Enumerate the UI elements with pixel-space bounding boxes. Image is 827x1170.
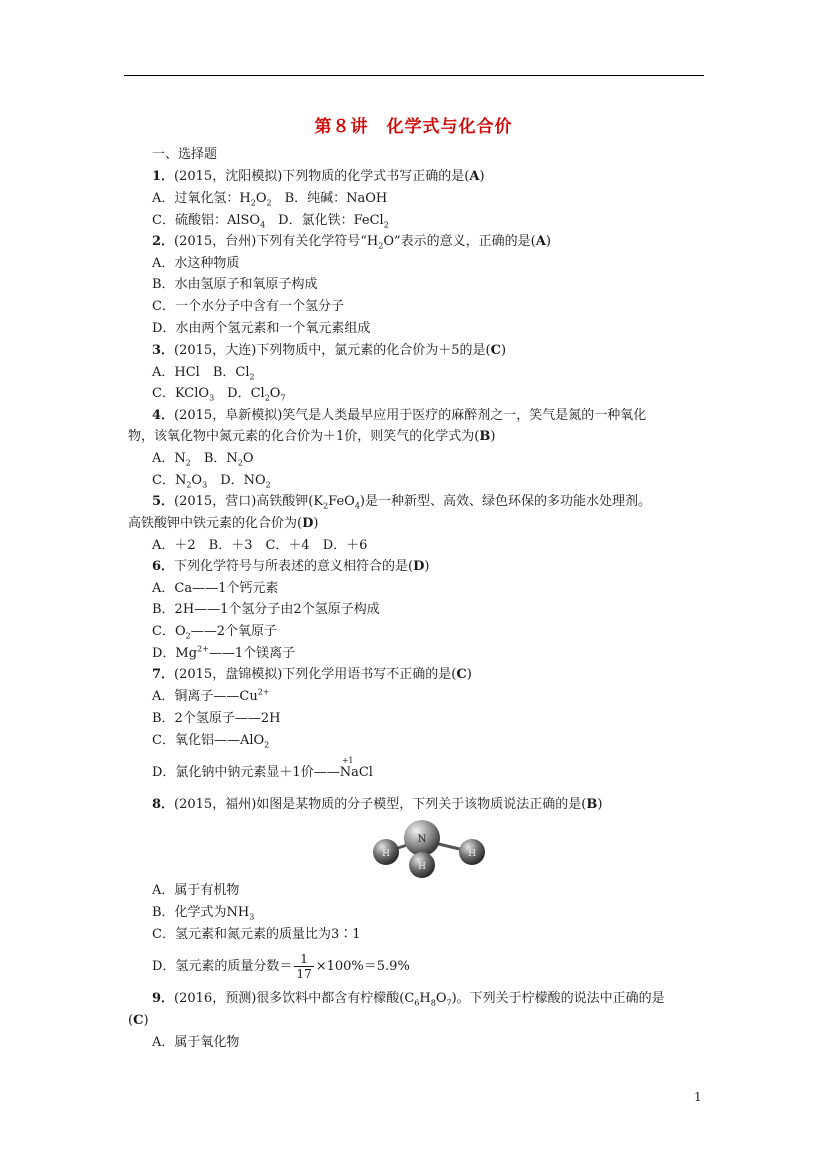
molecule-model-image: [368, 818, 492, 882]
option-b: B．水由氢原子和氧原子构成: [152, 277, 318, 292]
option-a: A．属于有机物: [152, 883, 240, 898]
option-c: C．$O_2——2$个氧原子: [152, 624, 277, 641]
option-cd: C．$N_2O_3$ D．$NO_2$: [152, 473, 271, 490]
option-d: D．水由两个氢元素和一个氧元素组成: [152, 321, 371, 336]
option-d: D．氯化钠中钠元素显＋1价—— +1 NaCl: [152, 756, 373, 780]
question-text: (2015，沈阳模拟)下列物质的化学式书写正确的是(: [174, 169, 470, 184]
option-c: C．一个水分子中含有一个氢分子: [152, 299, 344, 314]
option-ab: A．HCl B．$Cl_2$: [152, 365, 255, 382]
fraction: $\frac{1}{17}$: [296, 952, 312, 981]
option-a: A．铜离子$——Cu^{2+}$: [152, 687, 270, 704]
answer: A: [535, 234, 546, 249]
question-7: 7．(2015，盘锦模拟)下列化学用语书写不正确的是(C): [152, 667, 472, 682]
option-a: A．水这种物质: [152, 256, 240, 271]
answer: B: [479, 429, 491, 444]
question-8: 8．(2015，福州)如图是某物质的分子模型，下列关于该物质说法正确的是(B): [152, 797, 603, 812]
option-cd: C．硫酸铝：AlSO$_4$ D．氯化铁：FeCl$_2$: [152, 213, 389, 230]
question-9-line2: (C): [128, 1013, 149, 1028]
option-a: A．Ca——1个钙元素: [152, 581, 279, 596]
page-title: 第８讲 化学式与化合价: [314, 117, 513, 137]
question-4: 4．(2015，阜新模拟)笑气是人类最早应用于医疗的麻醉剂之一，笑气是氮的一种氧化: [152, 408, 647, 423]
option-ab: A．$N_2$ B．$N_2O$: [152, 451, 254, 468]
question-6: 6．下列化学符号与所表述的意义相符合的是(D): [152, 559, 430, 574]
question-9: 9．(2016，预测)很多饮料中都含有柠檬酸$(C_6H_8O_7)$。下列关于柠檬酸的说法中正确的是: [152, 991, 665, 1008]
question-1: 1．(2015，沈阳模拟)下列物质的化学式书写正确的是(A): [152, 169, 485, 184]
option-a: A．属于氧化物: [152, 1035, 240, 1050]
svg-text:N: N: [417, 834, 427, 845]
option-c: C．氧化铝——AlO$_2$: [152, 733, 270, 750]
option-d: D．$Mg^{2+}——1$个镁离子: [152, 644, 296, 661]
answer: D: [413, 559, 425, 574]
option-b: B．2个氢原子——2H: [152, 711, 281, 726]
valence-formula: +1 NaCl: [339, 756, 373, 780]
question-3: 3．(2015，大连)下列物质中，氯元素的化合价为＋5的是(C): [152, 343, 507, 358]
option-b: B．2H——1个氢分子由2个氢原子构成: [152, 602, 380, 617]
answer: C: [133, 1013, 144, 1028]
question-5: 5．(2015，营口)高铁酸钾$(K_2FeO_4)$是一种新型、高效、绿色环保的多功能水处理剂。: [152, 494, 651, 511]
question-number: 1．: [152, 169, 175, 184]
option-cd: C．KClO$_3$ D．$Cl_2O_7$: [152, 386, 286, 403]
svg-text:H: H: [382, 849, 390, 859]
top-rule: [124, 75, 704, 76]
svg-text:H: H: [418, 862, 426, 872]
answer: C: [456, 667, 467, 682]
option-c: C．氢元素和氮元素的质量比为3∶1: [152, 927, 361, 942]
answer: D: [302, 516, 314, 531]
page-number: 1: [694, 1090, 702, 1104]
option-b: B．化学式为$NH_3$: [152, 905, 255, 922]
question-2: 2．(2015，台州)下列有关化学符号“$H_2O$”表示的意义，正确的是(A): [152, 234, 551, 251]
options: A．＋2 B．＋3 C．＋4 D．＋6: [152, 538, 368, 553]
section-heading: 一、选择题: [152, 147, 218, 162]
question-5-line2: 高铁酸钾中铁元素的化合价为(D): [128, 516, 319, 531]
answer: C: [490, 343, 501, 358]
option-d: D．氢元素的质量分数＝ $\frac{1}{17}$ ×100%＝5.9%: [152, 952, 410, 981]
svg-text:H: H: [468, 849, 476, 859]
answer: A: [469, 169, 480, 184]
option-ab: A．过氧化氢：$H_2O_2$ B．纯碱：NaOH: [152, 191, 388, 208]
question-4-line2: 物，该氧化物中氮元素的化合价为＋1价，则笑气的化学式为(B): [128, 429, 496, 444]
answer: B: [586, 797, 598, 812]
